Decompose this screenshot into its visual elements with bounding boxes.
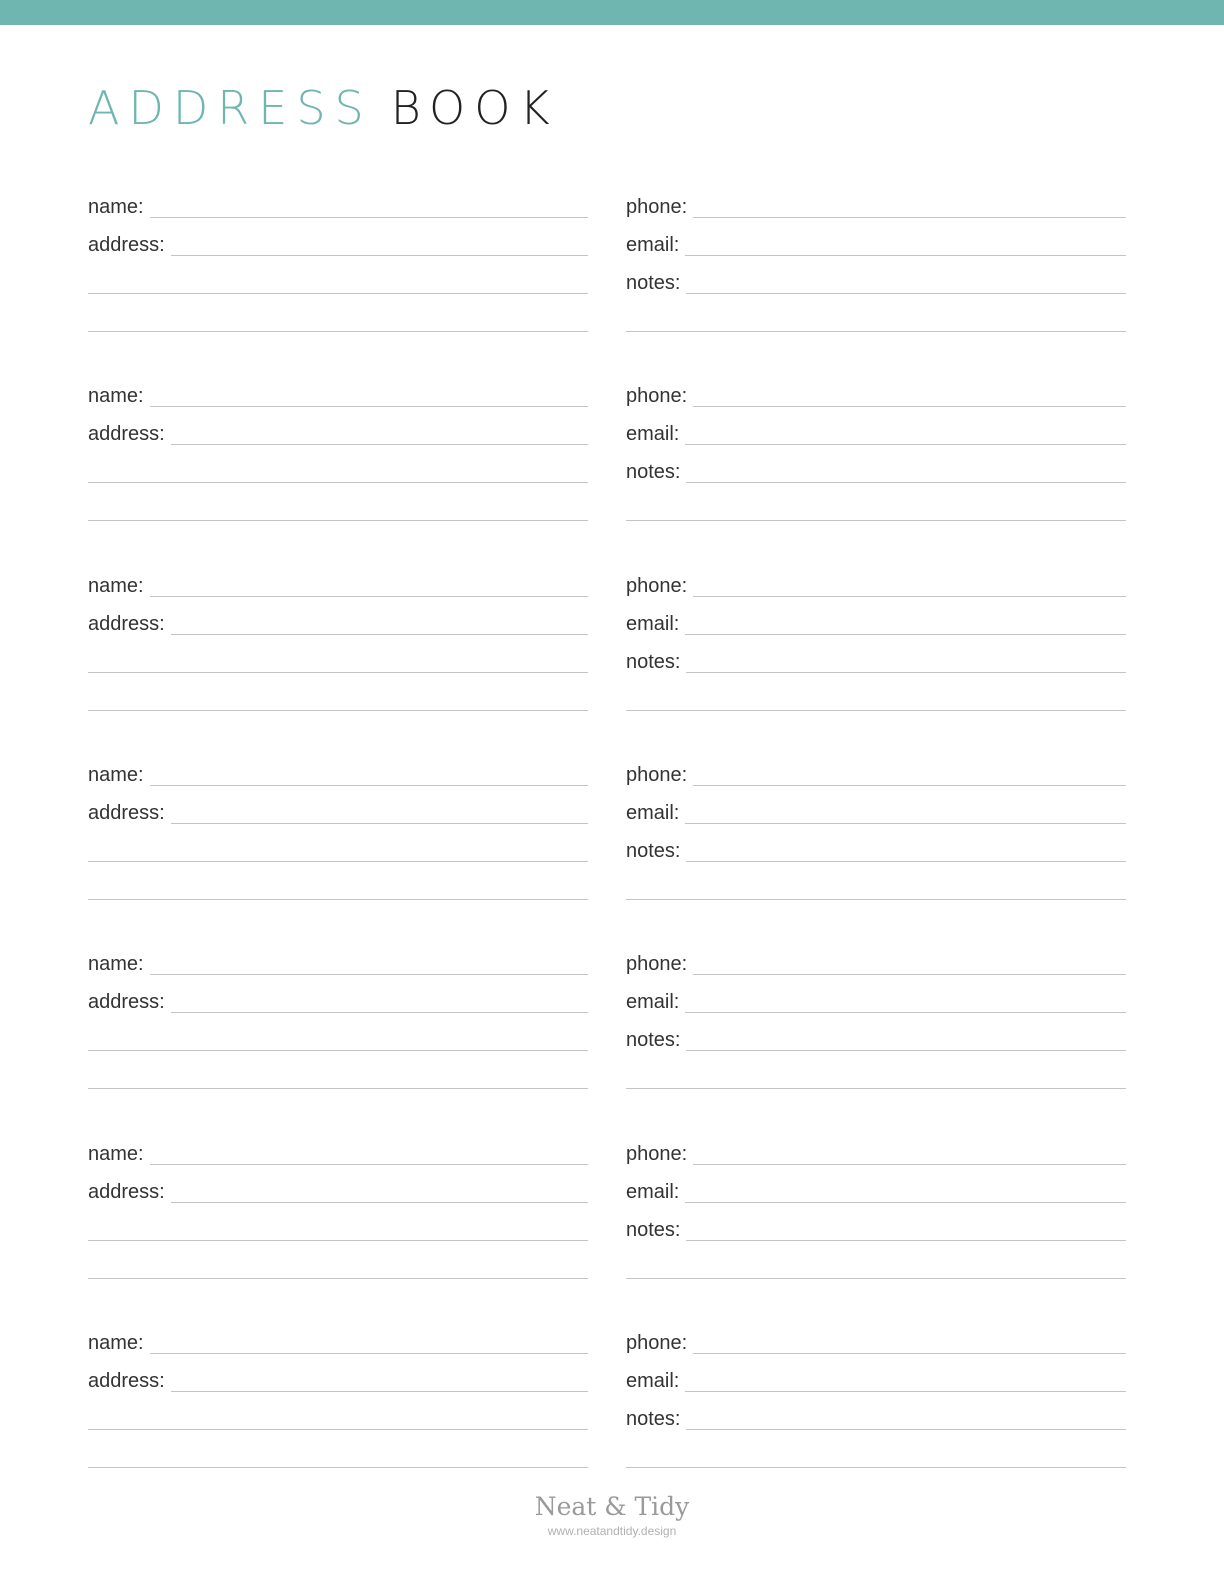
name-label: name:: [88, 1143, 144, 1165]
notes-label: notes:: [626, 840, 681, 862]
address-cont-2-field[interactable]: [88, 1438, 588, 1468]
phone-label: phone:: [626, 1143, 688, 1165]
address-label: address:: [88, 234, 165, 256]
phone-field[interactable]: [626, 1324, 1126, 1354]
notes-label: notes:: [626, 461, 681, 483]
address-cont-1-write-line[interactable]: [88, 1429, 588, 1430]
address-label: address:: [88, 613, 165, 635]
title-address: ADDRESS: [88, 81, 373, 135]
notes-label: notes:: [626, 1408, 681, 1430]
address-label: address:: [88, 802, 165, 824]
notes-label: notes:: [626, 272, 681, 294]
email-label: email:: [626, 613, 680, 635]
address-entry: [0, 0, 1224, 294]
email-label: email:: [626, 234, 680, 256]
phone-label: phone:: [626, 953, 688, 975]
address-entry: [0, 568, 1224, 862]
title-book: BOOK: [390, 81, 559, 135]
phone-label: phone:: [626, 385, 688, 407]
address-cont-2-write-line[interactable]: [88, 1467, 588, 1468]
email-write-line[interactable]: [685, 1391, 1126, 1392]
email-field[interactable]: [626, 1362, 1126, 1392]
address-cont-1-field[interactable]: [88, 1400, 588, 1430]
address-field[interactable]: [88, 1362, 588, 1392]
notes-cont-field[interactable]: [626, 1438, 1126, 1468]
name-label: name:: [88, 953, 144, 975]
name-field[interactable]: [88, 1324, 588, 1354]
email-label: email:: [626, 1370, 680, 1392]
name-label: name:: [88, 196, 144, 218]
footer-url: www.neatandtidy.design: [547, 1524, 677, 1538]
notes-field[interactable]: [626, 1400, 1126, 1430]
name-label: name:: [88, 575, 144, 597]
address-write-line[interactable]: [171, 1391, 588, 1392]
address-label: address:: [88, 991, 165, 1013]
footer-brand: Neat & Tidy: [534, 1492, 690, 1521]
email-label: email:: [626, 1181, 680, 1203]
name-label: name:: [88, 1332, 144, 1354]
email-label: email:: [626, 991, 680, 1013]
phone-label: phone:: [626, 196, 688, 218]
email-label: email:: [626, 423, 680, 445]
address-entry: [0, 1136, 1224, 1430]
address-entry: [0, 189, 1224, 483]
email-label: email:: [626, 802, 680, 824]
address-label: address:: [88, 423, 165, 445]
name-label: name:: [88, 385, 144, 407]
phone-write-line[interactable]: [693, 1353, 1126, 1354]
address-entry: [0, 947, 1224, 1241]
phone-label: phone:: [626, 764, 688, 786]
name-write-line[interactable]: [150, 1353, 588, 1354]
notes-label: notes:: [626, 1219, 681, 1241]
notes-write-line[interactable]: [686, 1429, 1126, 1430]
notes-label: notes:: [626, 1029, 681, 1051]
address-label: address:: [88, 1181, 165, 1203]
address-entry: [0, 379, 1224, 673]
name-label: name:: [88, 764, 144, 786]
notes-label: notes:: [626, 651, 681, 673]
notes-cont-write-line[interactable]: [626, 1467, 1126, 1468]
address-label: address:: [88, 1370, 165, 1392]
phone-label: phone:: [626, 1332, 688, 1354]
phone-label: phone:: [626, 575, 688, 597]
address-entry: [0, 757, 1224, 1051]
